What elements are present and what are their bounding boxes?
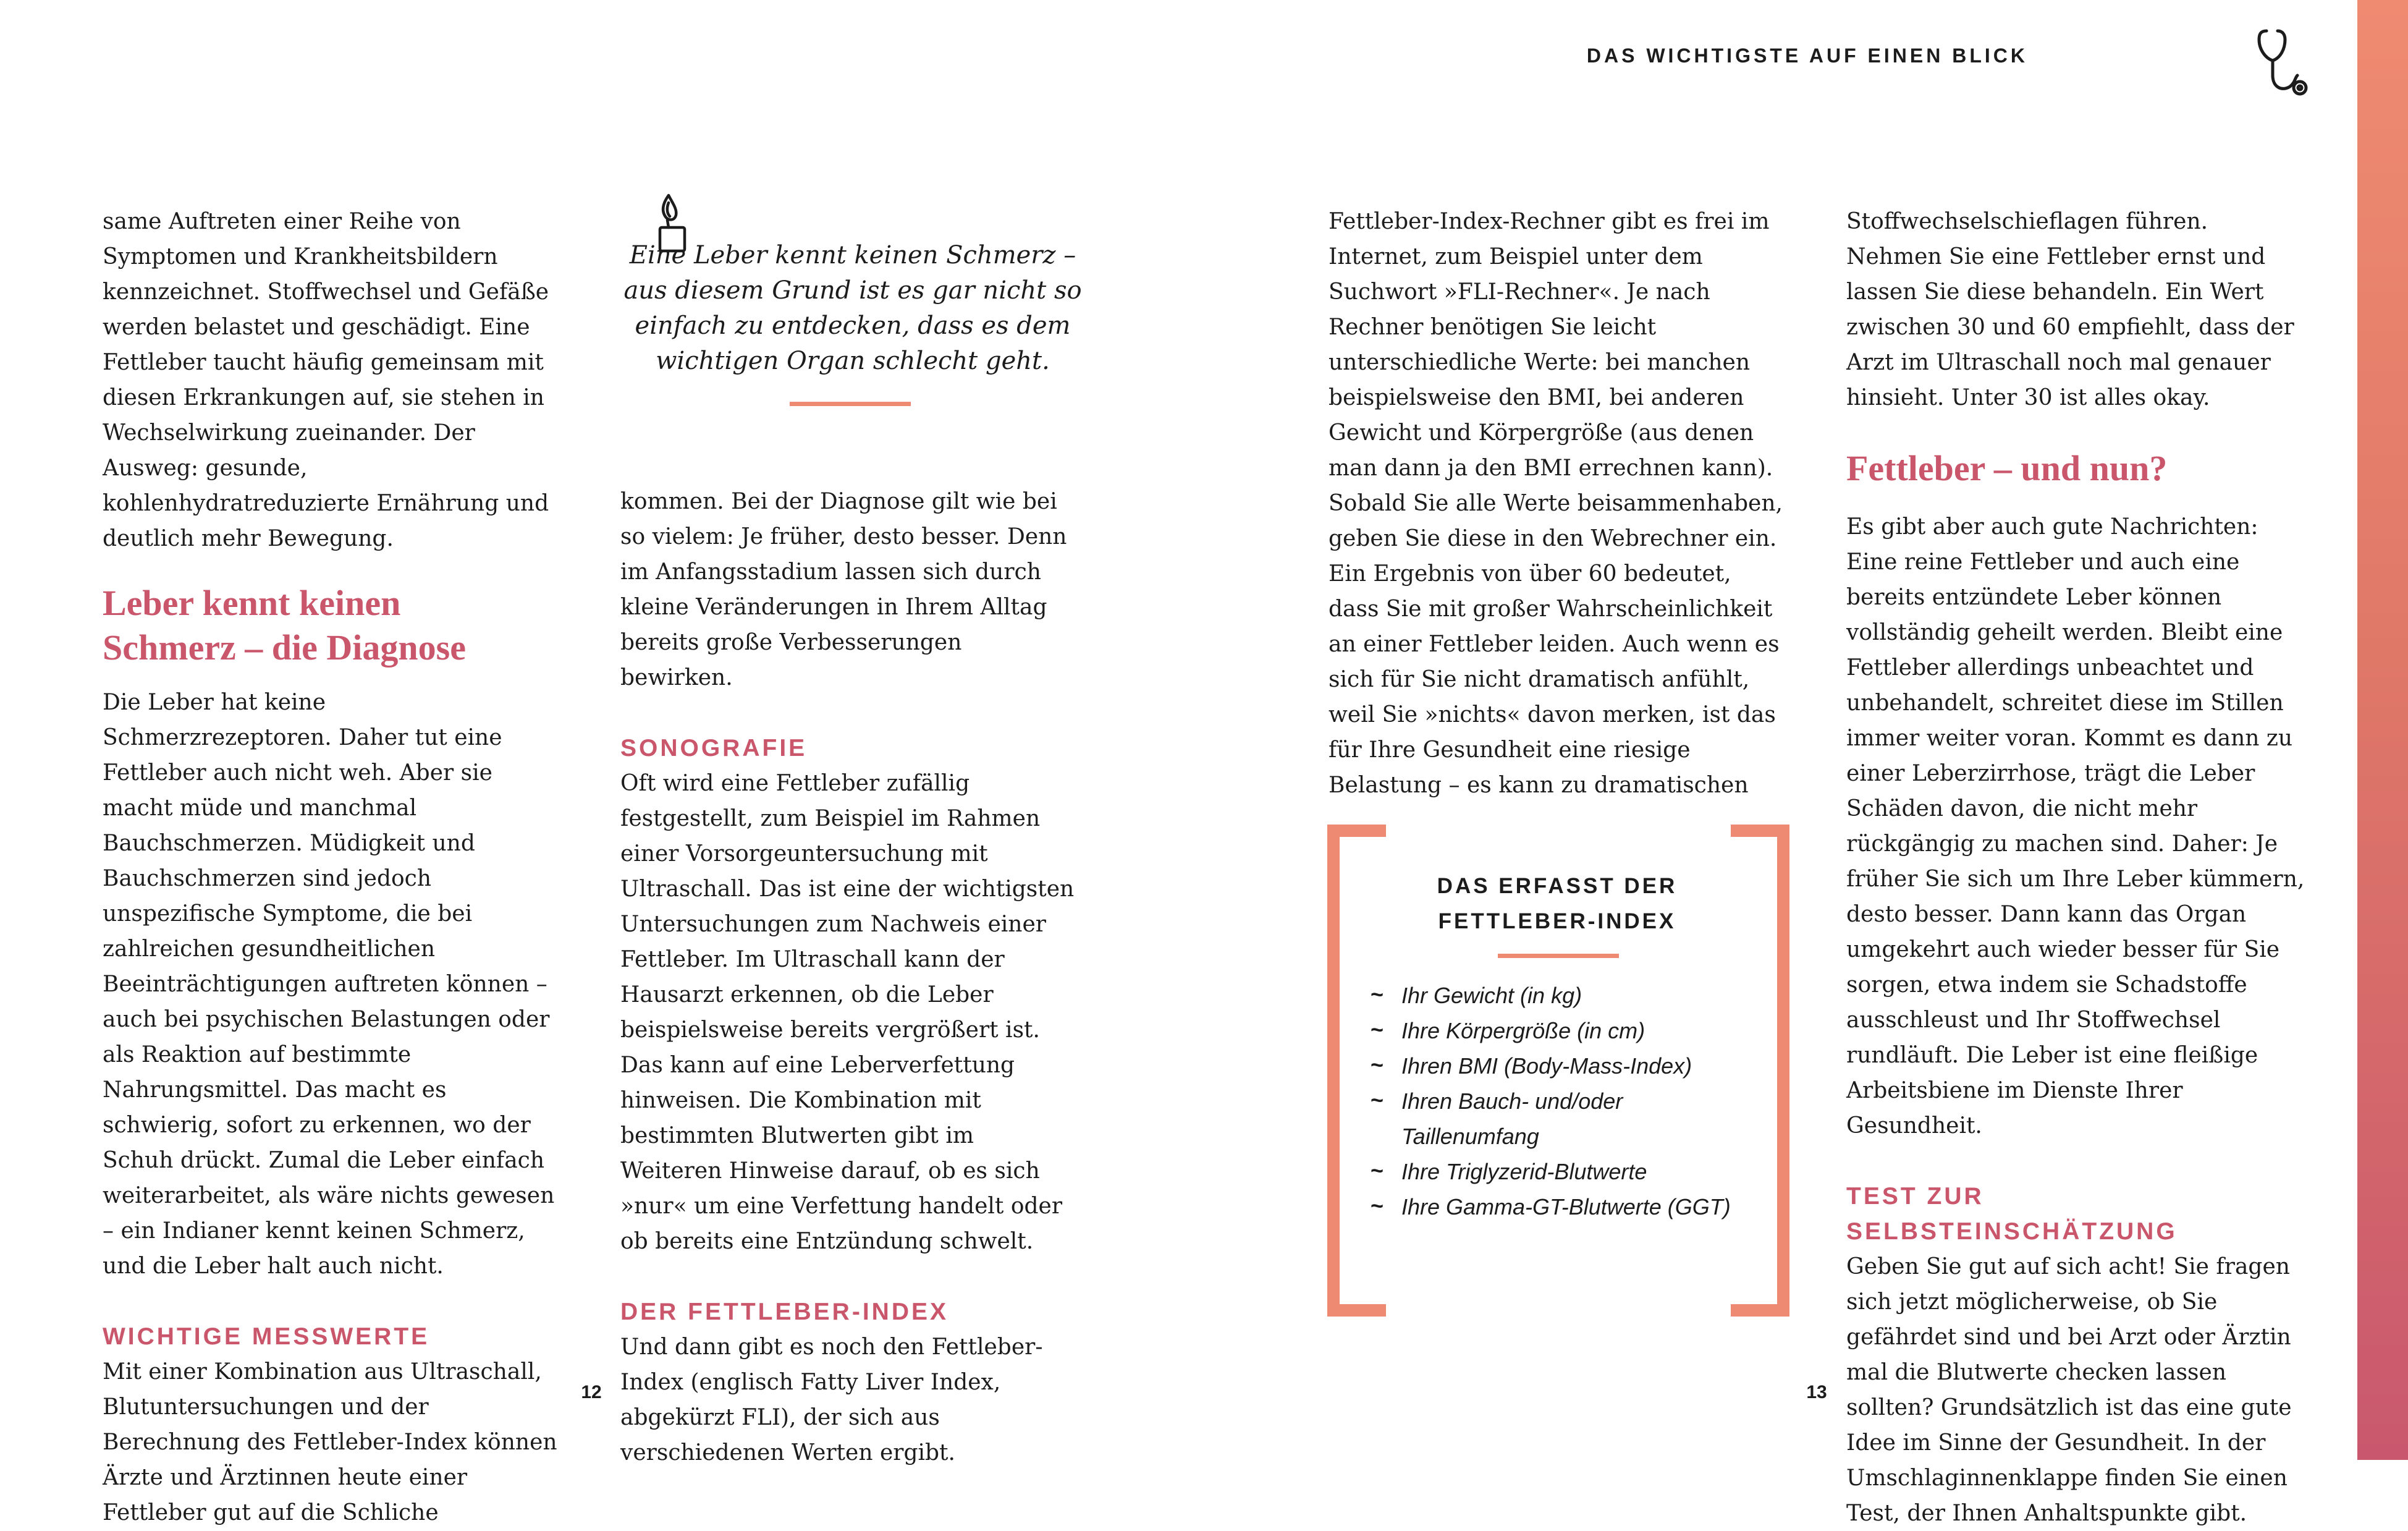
section-heading: Fettleber – und nun? (1846, 448, 2168, 488)
tilde-bullet-icon: ~ (1371, 1158, 1384, 1183)
body-text: Mit einer Kombination aus Ultraschall, Blutuntersuchungen und der Berechnung des Fettleber-Index können Ärzte und Ärztinnen heute einer Fettleber gut auf die Schliche (103, 1359, 557, 1525)
info-box-title: FETTLEBER-INDEX (1438, 909, 1676, 933)
list-item: ~ Ihren Bauch- und/oder Taillenumfang (1371, 1084, 1741, 1154)
stethoscope-icon (2254, 26, 2310, 100)
list-item: ~ Ihre Gamma-GT-Blutwerte (GGT) (1371, 1189, 1741, 1224)
body-text: kommen. Bei der Diagnose gilt wie bei so vielem: Je früher, desto besser. Denn im Anfangsstadium lassen sich durch kleine Veränderungen in Ihrem Alltag bereits große Verbesserungen bewirken. (620, 489, 1067, 690)
page-edge-band (2357, 0, 2408, 1460)
info-box-list (1371, 978, 1741, 1224)
subheading: TEST ZUR SELBSTEINSCHÄTZUNG (1846, 1183, 2178, 1245)
list-item: ~ Ihre Körpergröße (in cm) (1371, 1013, 1741, 1048)
running-head: DAS WICHTIGSTE AUF EINEN BLICK (1586, 45, 2028, 67)
tilde-bullet-icon: ~ (1371, 1017, 1384, 1042)
list-item: ~ Ihr Gewicht (in kg) (1371, 978, 1741, 1013)
pull-quote: Eine Leber kennt keinen Schmerz – aus diesem Grund ist es gar nicht so einfach zu entdecken, dass es dem wichtigen Organ schlecht geht. (623, 241, 1082, 375)
body-text: Ein Ergebnis von über 60 bedeutet, dass Sie mit großer Wahrscheinlichkeit an einer Fettleber leiden. Auch wenn es sich für Sie nicht dramatisch anfühlt, weil Sie »nichts« davon merken, ist das für Ihre Gesundheit eine riesige Belastung – es kann zu dramatischen (1329, 561, 1780, 798)
body-text: Fettleber-Index-Rechner gibt es frei im Internet, zum Beispiel unter dem Suchwort »FLI-Rechner«. Je nach Rechner benötigen Sie leicht unterschiedliche Werte: bei manchen beispielsweise den BMI, bei anderen Gewicht und Körpergröße (aus denen man dann ja den BMI errechnen kann). Sobald Sie alle Werte beisammenhaben, geben Sie diese in den Webrechner ein. (1329, 209, 1783, 551)
subheading: WICHTIGE MESSWERTE (103, 1323, 430, 1350)
info-box-rule (1498, 954, 1619, 958)
column-3 (1329, 204, 1787, 803)
page-number-right: 13 (1806, 1382, 1827, 1402)
column-4 (1846, 204, 2310, 1531)
info-box-title: DAS ERFASST DER (1437, 874, 1678, 898)
section-heading: Leber kennt keinen Schmerz – die Diagnose (103, 583, 466, 668)
body-text: Oft wird eine Fettleber zufällig festgestellt, zum Beispiel im Rahmen einer Vorsorgeuntersuchung mit Ultraschall. Das ist eine der wichtigsten Untersuchungen zum Nachweis einer Fettleber. Im Ultraschall kann der Hausarzt erkennen, ob die Leber beispielsweise bereits vergrößert ist. Das kann auf eine Leberverfettung hinweisen. Die Kombination mit bestimmten Blutwerten gibt im Weiteren Hinweise darauf, ob es sich »nur« um eine Verfettung handelt oder ob bereits eine Entzündung schwelt. (620, 771, 1075, 1254)
body-text: Die Leber hat keine Schmerzrezeptoren. Daher tut eine Fettleber auch nicht weh. Aber sie macht müde und manchmal Bauchschmerzen. Müdigkeit und Bauchschmerzen sind jedoch unspezifische Symptome, die bei zahlreichen gesundheitlichen Beeinträchtigungen auftreten können – auch bei psychischen Belastungen oder als Reaktion auf bestimmte Nahrungsmittel. Das macht es schwierig, sofort zu erkennen, wo der Schuh drückt. Zumal die Leber einfach weiterarbeitet, als wäre nichts gewesen – ein Indianer kennt keinen Schmerz, und die Leber halt auch nicht. (103, 690, 555, 1279)
body-text: same Auftreten einer Reihe von Symptomen und Krankheitsbildern kennzeichnet. Stoffwechsel und Gefäße werden belastet und geschädigt. Eine Fettleber taucht häufig gemeinsam mit diesen Erkrankungen auf, sie stehen in Wechselwirkung zueinander. Der Ausweg: gesunde, kohlenhydratreduzierte Ernährung und deutlich mehr Bewegung. (103, 209, 549, 551)
subheading: DER FETTLEBER-INDEX (620, 1299, 949, 1325)
body-text: Und dann gibt es noch den Fettleber-Index (englisch Fatty Liver Index, abgekürzt FLI), der sich aus verschiedenen Werten ergibt. (620, 1334, 1043, 1465)
info-box (1347, 868, 1767, 1224)
quote-rule (790, 402, 911, 406)
body-text: Es gibt aber auch gute Nachrichten: Eine reine Fettleber und auch eine bereits entzündete Leber können vollständig geheilt werden. Bleibt eine Fettleber allerdings unbeachtet und unbehandelt, schreitet diese im Stillen immer weiter voran. Kommt es dann zu einer Leberzirrhose, trägt die Leber Schäden davon, die nicht mehr rückgängig zu machen sind. Daher: Je früher Sie sich um Ihre Leber kümmern, desto besser. Dann kann das Organ umgekehrt auch wieder besser für Sie sorgen, etwa indem sie Schadstoffe ausschleust und Ihr Stoffwechsel rundläuft. Die Leber ist eine fleißige Arbeitsbiene im Dienste Ihrer Gesundheit. (1846, 514, 2305, 1139)
tilde-bullet-icon: ~ (1371, 1052, 1384, 1077)
tilde-bullet-icon: ~ (1371, 1193, 1384, 1218)
list-item: ~ Ihren BMI (Body-Mass-Index) (1371, 1048, 1741, 1084)
page-number-left: 12 (581, 1382, 602, 1402)
list-item: ~ Ihre Triglyzerid-Blutwerte (1371, 1154, 1741, 1189)
tilde-bullet-icon: ~ (1371, 1087, 1384, 1113)
subheading: SONOGRAFIE (620, 735, 808, 761)
body-text: Geben Sie gut auf sich acht! Sie fragen sich jetzt möglicherweise, ob Sie gefährdet sind und bei Arzt oder Ärztin mal die Blutwerte checken lassen sollten? Grundsätzlich ist das eine gute Idee im Sinne der Gesundheit. In der Umschlaginnenklappe finden Sie einen Test, der Ihnen Anhaltspunkte gibt. (1846, 1254, 2292, 1526)
column-2 (620, 484, 1079, 1470)
column-1 (103, 204, 561, 1530)
body-text: Stoffwechselschieflagen führen. Nehmen Sie eine Fettleber ernst und lassen Sie diese behandeln. Ein Wert zwischen 30 und 60 empfiehlt, dass der Arzt im Ultraschall noch mal genauer hinsieht. Unter 30 ist alles okay. (1846, 209, 2294, 410)
tilde-bullet-icon: ~ (1371, 982, 1384, 1007)
